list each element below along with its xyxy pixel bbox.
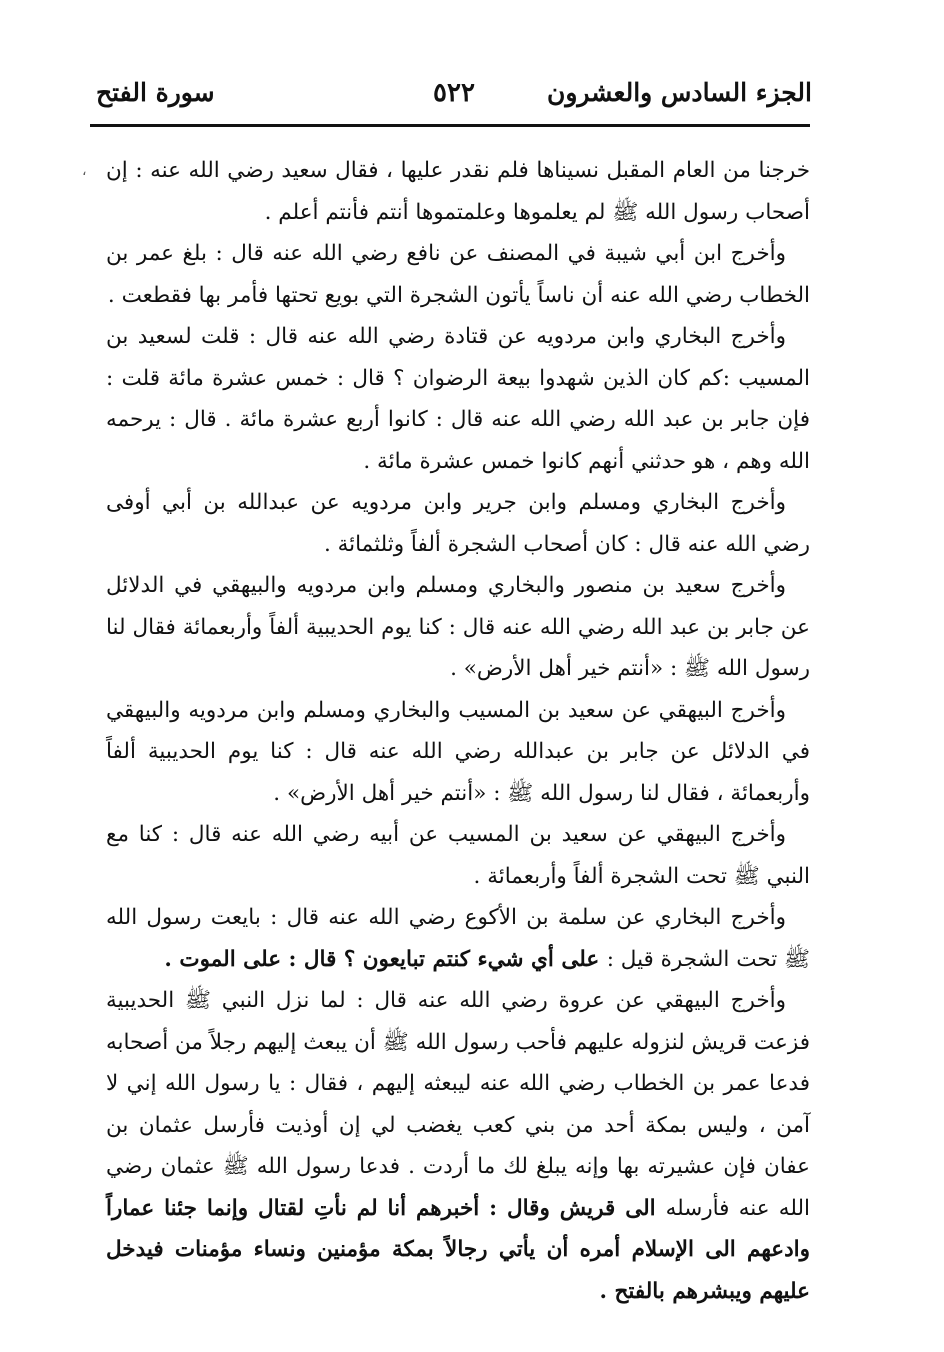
paragraph-4: وأخرج البخاري ومسلم وابن جرير وابن مردويه عن عبدالله بن أبي أوفى رضي الله عنه قال : كان أصحاب الشجرة ألفاً وثلثمائة . xyxy=(106,490,810,557)
page-number: ٥٢٢ xyxy=(433,78,475,108)
margin-mark: ، xyxy=(82,163,87,179)
paragraph-9-bold: الى قريش وقال : أخبرهم أنا لم نأتِ لقتال وإنما جئنا عماراً وادعهم الى الإسلام أمره أن يأتي رجالاً بمكة مؤمنين ونساء مؤمنات فيدخل عليهم ويبشرهم بالفتح . xyxy=(106,1195,810,1304)
header-rule xyxy=(90,124,810,127)
paragraph-3: وأخرج البخاري وابن مردويه عن قتادة رضي الله عنه قال : قلت لسعيد بن المسيب :كم كان الذين شهدوا بيعة الرضوان ؟ قال : خمس عشرة مائة قلت : فإن جابر بن عبد الله رضي الله عنه قال : كانوا أربع عشرة مائة . قال : يرحمه الله وهم ، هو حدثني أنهم كانوا خمس عشرة مائة . xyxy=(106,324,810,474)
paragraph-1: خرجنا من العام المقبل نسيناها فلم نقدر عليها ، فقال سعيد رضي الله عنه : إن أصحاب رسول الله ﷺ لم يعلموها وعلمتموها أنتم فأنتم أعلم . xyxy=(106,158,810,225)
paragraph-9-text: وأخرج البيهقي عن عروة رضي الله عنه قال : لما نزل النبي ﷺ الحديبية فزعت قريش لنزوله عليهم فأحب رسول الله ﷺ أن يبعث إليهم رجلاً من أصحابه فدعا عمر بن الخطاب رضي الله عنه ليبعثه إليهم ، فقال : يا رسول الله إني لا آمن ، وليس بمكة أحد من بني كعب يغضب لي إن أوذيت فأرسل عثمان بن عفان فإن عشيرته بها وإنه يبلغ لك ما أردت . فدعا رسول الله ﷺ عثمان رضي الله عنه فأرسله xyxy=(106,988,811,1221)
page-header xyxy=(96,78,812,118)
paragraph-2: وأخرج ابن أبي شيبة في المصنف عن نافع رضي الله عنه قال : بلغ عمر بن الخطاب رضي الله عنه أن ناساً يأتون الشجرة التي بويع تحتها فأمر بها فقطعت . xyxy=(106,241,810,308)
part-title: الجزء السادس والعشرون xyxy=(546,78,812,107)
paragraph-8-bold: على أي شيء كنتم تبايعون ؟ قال : على الموت . xyxy=(164,946,607,972)
paragraph-6: وأخرج البيهقي عن سعيد بن المسيب والبخاري ومسلم وابن مردويه والبيهقي في الدلائل عن جابر بن عبدالله رضي الله عنه قال : كنا يوم الحديبية ألفاً وأربعمائة ، فقال لنا رسول الله ﷺ : «أنتم خير أهل الأرض» . xyxy=(106,697,810,806)
paragraph-7: وأخرج البيهقي عن سعيد بن المسيب عن أبيه رضي الله عنه قال : كنا مع النبي ﷺ تحت الشجرة ألفاً وأربعمائة . xyxy=(106,822,810,889)
paragraph-8 xyxy=(106,897,810,980)
surah-title: سورة الفتح xyxy=(96,78,215,107)
paragraph-8-text: وأخرج البخاري عن سلمة بن الأكوع رضي الله عنه قال : بايعت رسول الله ﷺ تحت الشجرة قيل : xyxy=(106,905,810,972)
body-text xyxy=(106,150,810,1312)
paragraph-9 xyxy=(106,980,810,1312)
paragraph-5: وأخرج سعيد بن منصور والبخاري ومسلم وابن مردويه والبيهقي في الدلائل عن جابر بن عبد الله رضي الله عنه قال : كنا يوم الحديبية ألفاً وأربعمائة فقال لنا رسول الله ﷺ : «أنتم خير أهل الأرض» . xyxy=(106,573,810,681)
